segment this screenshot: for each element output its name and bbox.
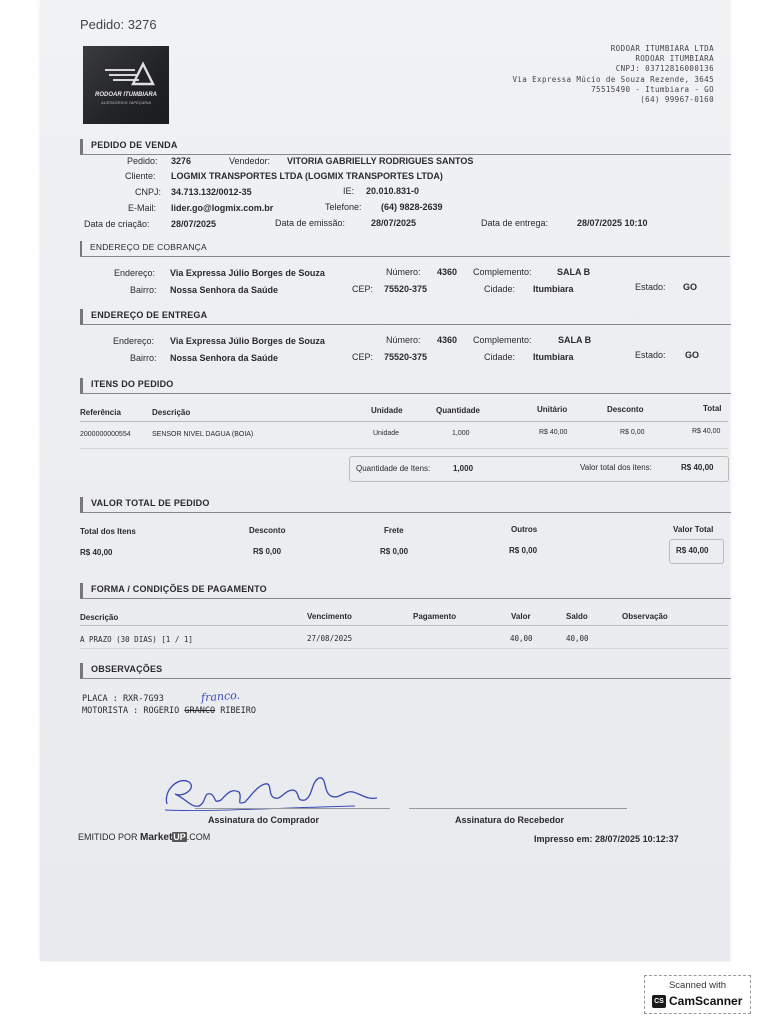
label-data-criacao: Data de criação:	[84, 219, 150, 229]
label-telefone: Telefone:	[325, 202, 362, 212]
col-total: Total	[703, 404, 722, 413]
col-quantidade: Quantidade	[436, 406, 481, 415]
items-row-rule	[80, 448, 728, 449]
pagamento-row-rule	[80, 648, 728, 649]
value-complemento-cobranca: SALA B	[557, 267, 591, 277]
section-cobranca: ENDEREÇO DE COBRANÇA	[80, 241, 730, 257]
label-cidade-cobranca: Cidade:	[484, 284, 516, 294]
buyer-signature-line	[195, 808, 390, 809]
label-data-entrega: Data de entrega:	[481, 218, 549, 228]
value-data-criacao: 28/07/2025	[171, 219, 217, 229]
value-endereco-cobranca: Via Expressa Júlio Borges de Souza	[170, 268, 325, 278]
scanned-with-label: Scanned with	[668, 980, 727, 991]
label-cep-entrega: CEP:	[352, 352, 374, 362]
col-valor: Valor	[511, 612, 531, 621]
value-estado-cobranca: GO	[683, 282, 698, 292]
impresso-em: Impresso em: 28/07/2025 10:12:37	[534, 834, 679, 844]
col-vencimento: Vencimento	[307, 612, 352, 621]
value-outros: R$ 0,00	[509, 546, 538, 555]
item-unidade: Unidade	[373, 430, 400, 437]
item-descricao: SENSOR NIVEL DAGUA (BOIA)	[152, 431, 254, 438]
col-desconto-total: Desconto	[249, 526, 286, 535]
value-endereco-entrega: Via Expressa Júlio Borges de Souza	[170, 336, 325, 346]
section-itens: ITENS DO PEDIDO	[80, 378, 731, 394]
value-numero-cobranca: 4360	[437, 267, 458, 277]
value-bairro-cobranca: Nossa Senhora da Saúde	[170, 285, 279, 295]
company-info	[512, 44, 714, 105]
label-assinatura-comprador: Assinatura do Comprador	[208, 815, 320, 825]
up-brand: UP	[173, 832, 186, 842]
value-cep-cobranca: 75520-375	[384, 284, 428, 294]
item-referencia: 2000000000554	[80, 431, 131, 438]
value-estado-entrega: GO	[685, 350, 700, 360]
market-brand: Market	[140, 832, 173, 843]
value-desconto-total: R$ 0,00	[253, 547, 282, 556]
label-valor-itens: Valor total dos itens:	[580, 463, 652, 472]
obs-motorista-prefix: MOTORISTA : ROGERIO	[82, 706, 180, 716]
value-cidade-cobranca: Itumbiara	[533, 284, 574, 294]
label-complemento-entrega: Complemento:	[473, 335, 532, 345]
company-logo	[83, 46, 169, 124]
label-bairro-entrega: Bairro:	[130, 353, 157, 363]
col-unitario: Unitário	[537, 405, 568, 414]
logo-emblem-icon	[83, 46, 169, 92]
section-pagamento: FORMA / CONDIÇÕES DE PAGAMENTO	[80, 583, 731, 599]
label-vendedor: Vendedor:	[229, 156, 271, 166]
pagamento-header-rule	[80, 625, 728, 626]
items-header-rule	[80, 421, 728, 422]
value-valor-itens: R$ 40,00	[681, 463, 714, 472]
label-data-emissao: Data de emissão:	[275, 218, 346, 228]
value-ie: 20.010.831-0	[366, 186, 420, 196]
company-line: RODOAR ITUMBIARA	[635, 54, 714, 64]
value-total-itens: R$ 40,00	[80, 548, 113, 557]
value-valor-total: R$ 40,00	[676, 546, 709, 555]
buyer-signature	[155, 768, 387, 818]
label-cnpj: CNPJ:	[135, 187, 162, 197]
value-vendedor: VITORIA GABRIELLY RODRIGUES SANTOS	[287, 156, 474, 166]
company-line: 75515490 - Itumbiara - GO	[591, 84, 714, 94]
label-endereco-entrega: Endereço:	[113, 336, 155, 346]
camscanner-name: CamScanner	[669, 994, 743, 1008]
label-numero-entrega: Número:	[386, 335, 421, 345]
value-cidade-entrega: Itumbiara	[533, 352, 574, 362]
emitido-prefix: EMITIDO POR	[78, 832, 138, 842]
label-cliente: Cliente:	[125, 171, 156, 181]
item-quantidade: 1,000	[452, 430, 470, 437]
col-observacao: Observação	[622, 612, 668, 621]
col-outros: Outros	[511, 525, 538, 534]
company-line: CNPJ: 03712816000136	[615, 64, 714, 74]
value-pedido: 3276	[171, 156, 192, 166]
com-suffix: .COM	[186, 832, 211, 842]
section-pedido-venda: PEDIDO DE VENDA	[80, 139, 731, 155]
pag-descricao: A PRAZO (30 DIAS) [1 / 1]	[80, 635, 193, 644]
value-cnpj: 34.713.132/0012-35	[171, 187, 252, 197]
receiver-signature-line	[409, 808, 627, 809]
col-saldo: Saldo	[566, 612, 588, 621]
item-unitario: R$ 40,00	[539, 429, 568, 436]
company-line: Via Expressa Múcio de Souza Rezende, 3645	[512, 74, 714, 84]
pag-valor: 40,00	[510, 634, 533, 643]
col-frete: Frete	[384, 526, 404, 535]
value-numero-entrega: 4360	[437, 335, 458, 345]
label-email: E-Mail:	[128, 203, 157, 213]
obs-placa: PLACA : RXR-7G93	[82, 694, 164, 704]
obs-motorista	[82, 706, 256, 716]
value-frete: R$ 0,00	[380, 547, 409, 556]
col-total-itens: Total dos Itens	[80, 527, 136, 536]
label-cidade-entrega: Cidade:	[484, 352, 516, 362]
col-valor-total: Valor Total	[673, 525, 714, 534]
obs-motorista-struck: GRANCO	[184, 706, 216, 716]
camscanner-watermark	[644, 975, 751, 1014]
label-cep-cobranca: CEP:	[352, 284, 374, 294]
value-email: lider.go@logmix.com.br	[171, 203, 274, 213]
col-descricao: Descrição	[152, 408, 191, 417]
section-entrega: ENDEREÇO DE ENTREGA	[80, 309, 731, 325]
value-data-emissao: 28/07/2025	[371, 218, 417, 228]
pag-saldo: 40,00	[566, 634, 589, 643]
value-cliente: LOGMIX TRANSPORTES LTDA (LOGMIX TRANSPORTES LTDA)	[171, 171, 443, 181]
company-line: RODOAR ITUMBIARA LTDA	[610, 44, 714, 53]
camscanner-icon: CS	[652, 995, 666, 1008]
logo-name: RODOAR ITUMBIARA	[95, 92, 157, 98]
label-numero-cobranca: Número:	[386, 267, 421, 277]
value-cep-entrega: 75520-375	[384, 352, 428, 362]
label-estado-cobranca: Estado:	[635, 282, 666, 292]
col-referencia: Referência	[80, 408, 121, 417]
col-desconto: Desconto	[607, 405, 644, 414]
value-bairro-entrega: Nossa Senhora da Saúde	[170, 353, 279, 363]
label-complemento-cobranca: Complemento:	[473, 267, 532, 277]
company-line: (64) 99967-0160	[640, 95, 714, 105]
pag-vencimento: 27/08/2025	[307, 634, 353, 643]
item-desconto: R$ 0,00	[620, 429, 645, 436]
section-valor-total: VALOR TOTAL DE PEDIDO	[80, 497, 731, 513]
col-pag-descricao: Descrição	[80, 613, 119, 622]
label-ie: IE:	[343, 186, 355, 196]
value-qtd-itens: 1,000	[453, 464, 474, 473]
label-qtd-itens: Quantidade de Itens:	[356, 464, 431, 473]
label-endereco-cobranca: Endereço:	[114, 268, 156, 278]
handwritten-correction: franco.	[200, 688, 241, 705]
section-observacoes: OBSERVAÇÕES	[80, 663, 731, 679]
obs-motorista-suffix: RIBEIRO	[220, 706, 257, 716]
col-pagamento: Pagamento	[413, 612, 457, 621]
label-assinatura-recebedor: Assinatura do Recebedor	[455, 815, 565, 825]
item-total: R$ 40,00	[692, 428, 721, 435]
value-complemento-entrega: SALA B	[558, 335, 592, 345]
value-data-entrega: 28/07/2025 10:10	[577, 218, 648, 228]
label-bairro-cobranca: Bairro:	[130, 285, 157, 295]
col-unidade: Unidade	[371, 406, 403, 415]
label-pedido: Pedido:	[127, 156, 158, 166]
label-estado-entrega: Estado:	[635, 350, 666, 360]
emitido-por	[78, 832, 210, 843]
logo-subtitle: ACESSÓRIOS TAPEÇARIA	[101, 100, 151, 105]
pedido-title: Pedido: 3276	[80, 17, 157, 32]
value-telefone: (64) 9828-2639	[381, 202, 443, 212]
